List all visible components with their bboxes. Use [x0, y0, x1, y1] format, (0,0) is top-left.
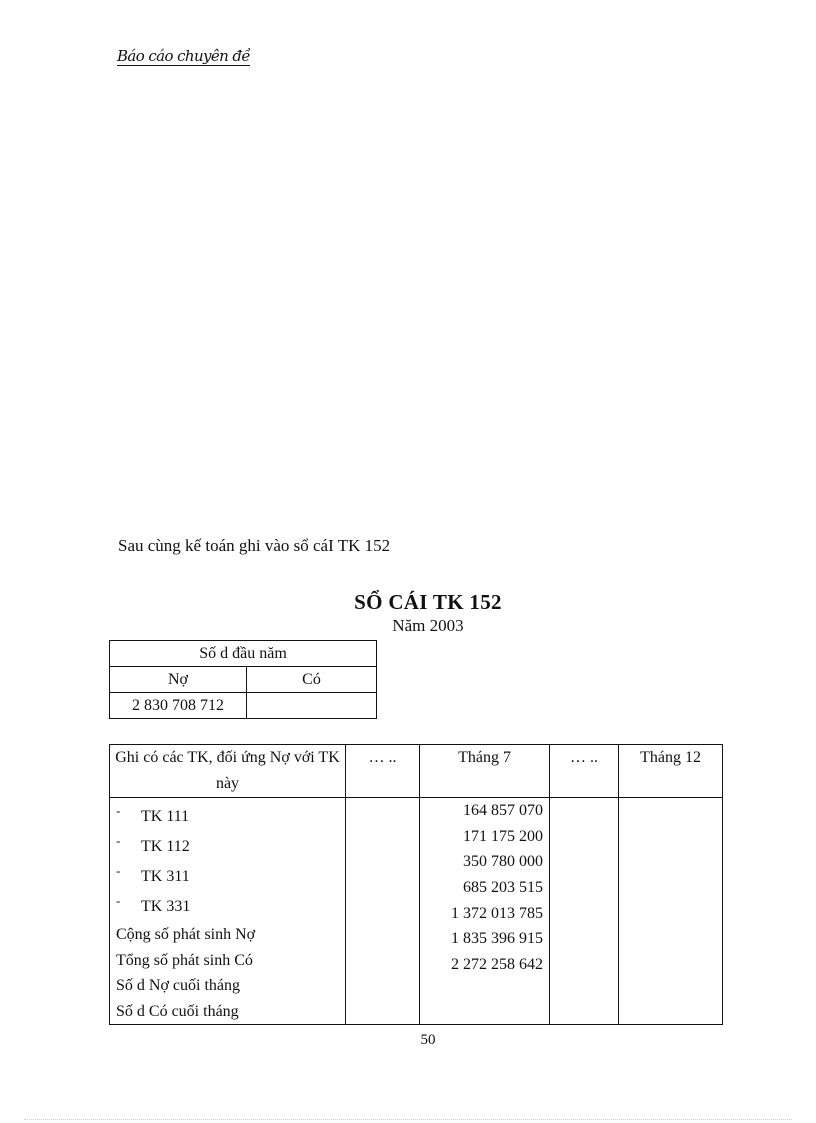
- month-7-value: 171 175 200: [463, 827, 543, 845]
- account-item: - TK 311: [116, 862, 345, 892]
- summary-item: Số d Có cuối tháng: [116, 1002, 239, 1020]
- col-header-month-7: Tháng 7: [420, 745, 550, 798]
- month-7-value: 2 272 258 642: [451, 956, 543, 974]
- accounts-cell: [110, 798, 346, 1025]
- summary-item: Tổng số phát sinh Có: [116, 951, 253, 969]
- opening-debit-label: Nợ: [110, 667, 247, 693]
- summary-item: Số d Nợ cuối tháng: [116, 977, 241, 994]
- col-header-ellipsis-2: … ..: [550, 745, 619, 798]
- month-7-values: [420, 798, 549, 978]
- month-7-cell: [420, 798, 550, 1025]
- month-7-value: 164 857 070: [463, 802, 543, 819]
- page-number: 50: [420, 1032, 436, 1048]
- account-item: - TK 111: [116, 802, 345, 832]
- ledger-title: SỔ CÁI TK 152: [354, 590, 502, 614]
- opening-credit-value: [247, 693, 377, 719]
- ledger-header-row: [110, 745, 723, 798]
- col-header-month-12: Tháng 12: [619, 745, 723, 798]
- ellipsis-2-cell: [550, 798, 619, 1025]
- footer-divider: [24, 1119, 792, 1120]
- account-item: - TK 331: [116, 892, 345, 922]
- opening-balance-table: [109, 640, 377, 719]
- col-header-ellipsis-1: … ..: [346, 745, 420, 798]
- month-7-value: 685 203 515: [463, 879, 543, 897]
- ledger-body-row: [110, 798, 723, 1025]
- opening-debit-value: 2 830 708 712: [110, 693, 247, 719]
- report-header-note: Báo cáo chuyên đề: [117, 47, 251, 65]
- opening-balance-header: Số d đầu năm: [110, 641, 377, 667]
- summary-item: Cộng số phát sinh Nợ: [116, 926, 256, 943]
- month-7-value: 350 780 000: [463, 853, 543, 871]
- ledger-year: Năm 2003: [392, 616, 464, 635]
- opening-credit-label: Có: [247, 667, 377, 693]
- col-header-accounts: Ghi có các TK, đối ứng Nợ với TK này: [110, 745, 346, 798]
- ledger-table: [109, 744, 723, 1025]
- month-12-cell: [619, 798, 723, 1025]
- ellipsis-1-cell: [346, 798, 420, 1025]
- intro-sentence: Sau cùng kế toán ghi vào sổ cáI TK 152: [118, 536, 391, 555]
- month-7-value: 1 372 013 785: [451, 904, 543, 922]
- month-7-value: 1 835 396 915: [451, 930, 543, 948]
- account-list: [110, 798, 345, 1024]
- account-item: - TK 112: [116, 832, 345, 862]
